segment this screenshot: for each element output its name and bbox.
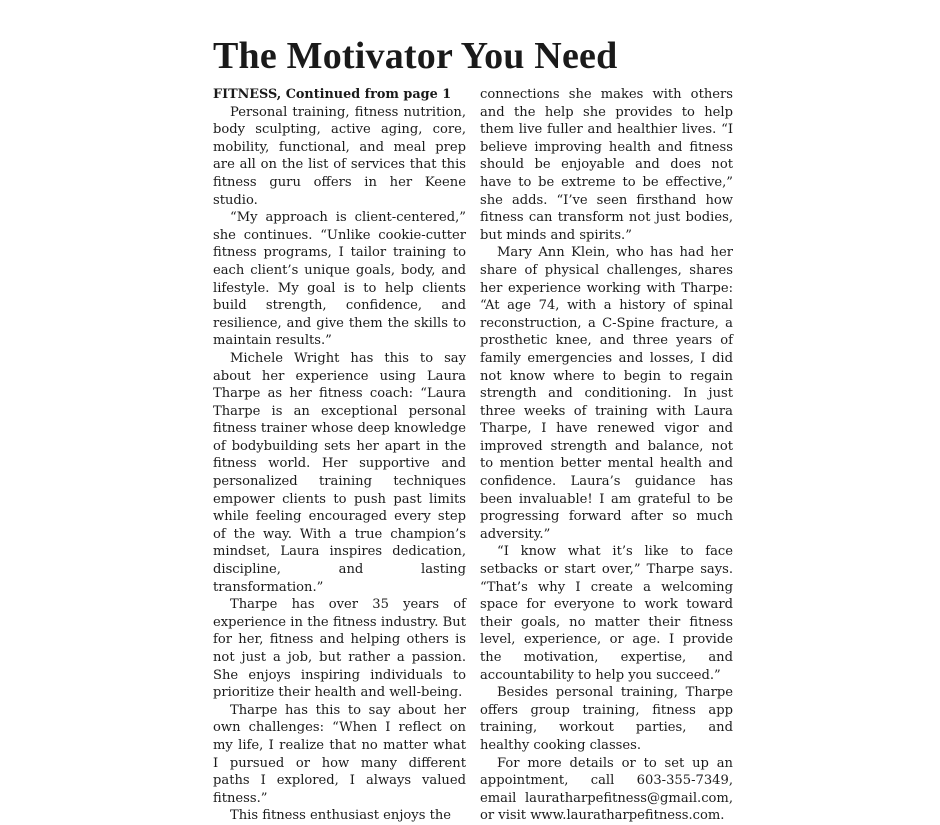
body-paragraph-continued: connections she makes with others and the help she provides to help them live fuller and healthier lives. “I believe improving health and fitness should be enjoyable and does not have to be extreme to be effective,” she adds. “I’ve seen firsthand how fitness can transform not just bodies, but minds and spirits.” [480,87,733,243]
article-column-left [213,86,466,825]
body-paragraph: Michele Wright has this to say about her experience using Laura Tharpe as her fitness coach: “Laura Tharpe is an exceptional personal fitness trainer whose deep knowledge of bodybuilding sets her apart in the fitness world. Her supportive and personalized training techniques empower clients to push past limits while feeling encouraged every step of the way. With a true champion’s mindset, Laura inspires dedication, discipline, and lasting transformation.” [213,350,466,595]
body-paragraph: This fitness enthusiast enjoys the [230,808,452,824]
body-paragraph: Personal training, fitness nutrition, body sculpting, active aging, core, mobility, functional, and meal prep are all on the list of services that this fitness guru offers in her Keene studio. [213,104,466,208]
body-paragraph: Mary Ann Klein, who has had her share of physical challenges, shares her experience working with Tharpe: “At age 74, with a history of spinal reconstruction, a C-Spine fracture, a prosthetic knee, and three years of family emergencies and losses, I did not know where to begin to regain strength and conditioning. In just three weeks of training with Laura Tharpe, I have renewed vigor and improved strength and balance, not to mention better mental health and confidence. Laura’s guidance has been invaluable! I am grateful to be progressing forward after so much adversity.” [480,245,733,542]
body-paragraph: Besides personal training, Tharpe offers group training, fitness app training, workout parties, and healthy cooking classes. [480,685,733,753]
body-paragraph: Tharpe has this to say about her own challenges: “When I reflect on my life, I realize that no matter what I pursued or how many different paths I explored, I always valued fitness.” [213,702,466,806]
article-column-right [480,86,733,825]
body-paragraph: For more details or to set up an appointment, call 603-355-7349, email lauratharpefitness@gmail.com, or visit www.lauratharpefitness.com. [480,755,733,824]
body-paragraph: “My approach is client-centered,” she continues. “Unlike cookie-cutter fitness programs, I tailor training to each client’s unique goals, body, and lifestyle. My goal is to help clients build strength, confidence, and resilience, and give them the skills to maintain results.” [213,210,466,349]
body-paragraph: Tharpe has over 35 years of experience in the fitness industry. But for her, fitness and helping others is not just a job, but rather a passion. She enjoys inspiring individuals to prioritize their health and well-being. [213,597,466,701]
continuation-kicker: FITNESS, Continued from page 1 [213,87,452,102]
article-headline: The Motivator You Need [213,35,618,77]
body-paragraph: “I know what it’s like to face setbacks or start over,” Tharpe says. “That’s why I create a welcoming space for everyone to work toward their goals, no matter their fitness level, experience, or age. I provide the motivation, expertise, and accountability to help you succeed.” [480,544,733,683]
